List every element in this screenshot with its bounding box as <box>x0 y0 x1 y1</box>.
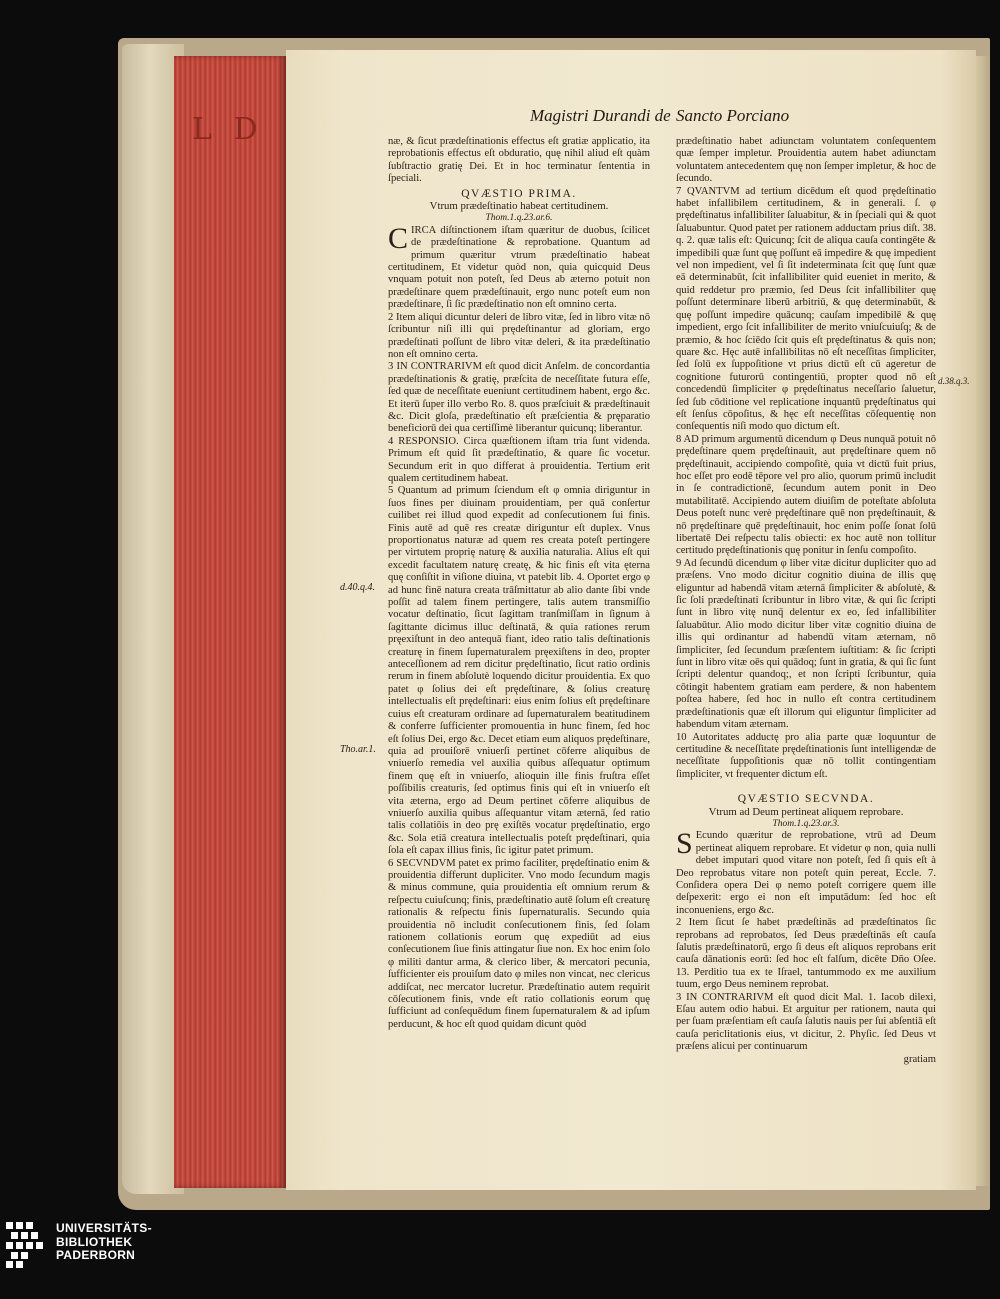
question-heading: QVÆSTIO PRIMA. <box>461 187 577 200</box>
margin-note-d40: d.40.q.4. <box>340 582 375 593</box>
running-head-left: Magistri Durandi de <box>530 106 671 125</box>
paragraph-12: 2 Item ſicut ſe habet prædeſtinās ad prædeſtinatos ſic reprobans ad reprobatos, ſed Deus prædeſtinās eſt cauſa ſalutis prædeſtinatorū, ergo ſi deus eſt aliquos reprobans erit cauſa dānationis eorū: ſed hoc eſt falſum, dicēte Dño Oſee. 13. Perditio tua ex te Iſrael, tantummodo ex me auxilium tuum, ergo Deus neminem reprobat. <box>676 917 936 991</box>
library-name-line: PADERBORN <box>56 1248 136 1262</box>
edge-lettering: L D <box>192 112 264 147</box>
drop-initial: C <box>388 221 409 255</box>
paragraph-8: 8 AD primum argumentū dicendum φ Deus nunquā potuit nō prędeſtinare quem prędeſtinauit, aut prędeſtinare quem nō prędeſtinauit, accipiendo compoſitè, quia vt dictū fuit prius, hoc eſſet pro eodē tēpore vel pro alio, quorum primū includit in ſe contradictionē, ſecundum autem ponit in Deo mutabilitatē. Accipiendo autem diuiſim de poteſtate abſoluta Deus poteſt nunc verè prędeſtinare quē non prędeſtinauit, & nō prędeſtinare quē prędeſtinauit, hoc enim poſſe ſonat ſolū libertatē Dei reſpectu talis obiecti: ex hoc autē non tollitur certitudo prędeſtinationis quę ponitur in ſenſu compoſito. <box>676 433 936 557</box>
catchword: gratiam <box>903 1053 936 1065</box>
paragraph-9: 9 Ad ſecundū dicendum φ liber vitæ dicitur dupliciter quo ad præſens. Vno modo dicitur cognitio diuina de illis quę eliguntur ad habendā vitam æternā ſimpliciter & abſolutè, & ſic ſoli prædeſtinati ſcribuntur in libro vitæ, & qui ſic ſcripti ſunt in libro vitę nunq̄ delentur ex eo, ſed infallibiliter ſaluabūtur. Alio modo dicitur liber vitæ cognitio diuina de illis qui ordinantur ad habendū vitam æternam, nō ſimpliciter, ſed ſecundum præſentem iuſtitiam: & ſic ſcripti ſunt in libro vitæ oēs qui quādoq; ſunt in gratia, & qui ſic ſunt ſcripti delentur quandoq;, et non ſcripti ſcribuntur, quia cōtingit habentem gratiam eam perdere, & non habentem poſtea habere, ſed hoc in nullo eſt contra certitudinem prædeſtinationis quæ eſt illorum qui eliguntur ſimpliciter ad habendum vitam æternam. <box>676 557 936 731</box>
question-title: Vtrum prædeſtinatio habeat certitudinem. <box>429 200 609 213</box>
paragraph-6: 6 SECVNDVM patet ex primo faciliter, prędeſtinatio enim & prouidentia differunt dupliciter. Vno modo ſecundum magis & minus commune, quia prouidentia eſt omnium rerum & reſpectu cuiuſcunq; finis, prædeſtinatio autē ſolum eſt creaturę rationalis & reſpectu finis ſupernaturalis. Secundo quia prouidentia nō includit conſecutionem finis, ſed ſolam rationem collationis eorum quę expediūt ad eius conſecutionem ſiue finis attingatur ſiue non. Ex hoc enim ſolo φ militi dantur arma, & clerico liber, & mercatori pecunia, ſufficienter eis prouiſum dato φ miles non vincat, nec clericus addiſcat, nec mercator lucretur. Prædeſtinatio autem requirit cōſecutionem finis, vnde eſt ratio collationis eorum quę ſufficiunt ad conſequēdum finem ſupernaturalem & ad ipſum perducunt, & hoc eſt quod quidam dicunt quòd <box>388 857 650 1030</box>
paragraph-10: 10 Autoritates adductę pro alia parte quæ loquuntur de certitudine & neceſſitate prędeſtinationis ſunt intelligendæ de neceſſitate ſuppoſitionis quæ nō tollit contingentiam ſimpliciter, vt frequenter dictum eſt. <box>676 731 936 780</box>
paragraph-1 <box>388 221 650 312</box>
question-reference: Thom.1.q.23.ar.6. <box>485 213 553 224</box>
library-name-line: BIBLIOTHEK <box>56 1234 133 1249</box>
paragraph-4: 4 RESPONSIO. Circa quæſtionem iſtam tria ſunt videnda. Primum eſt quid ſit prædeſtinatio, & quare ſic vocetur. Secundum erit in quo differat à prouidentia. Tertium erit qualem certitudinem habeat. <box>388 435 650 484</box>
drop-initial: S <box>676 827 693 861</box>
paragraph-1-text: IRCA diſtinctionem iſtam quæritur de duobus, ſcilicet de prædeſtinatione & reprobatione. Quantum ad primum quæritur vtrum prædeſtinatio habeat certitudinem, Et videtur quòd non, quia quicquid Deus vnquam potuit non poteſt, ſed Deus ab æterno potuit non prædeſtinare quem prædeſtinauit, ergo nunc poteſt eum non prædeſtinare, ſi ſic prædeſtinatio non eſt omnino certa. <box>388 224 650 311</box>
paragraph-top: prædeſtinatio habet adiunctam voluntatem conſequentem quæ ſemper impletur. Prouidentia autem habet adiunctam voluntatem antecedentem quę non ſemper impletur, & hoc de ſecundo. <box>676 136 936 185</box>
paragraph-11 <box>676 827 936 917</box>
red-page-edge <box>174 56 286 1188</box>
page-strip <box>976 56 990 1186</box>
section-gap <box>676 781 936 791</box>
question-title: Vtrum ad Deum pertineat aliquem reprobare. <box>708 805 904 818</box>
paragraph-3: 3 IN CONTRARIVM eſt quod dicit Anſelm. de concordantia prædeſtinationis & gratię, præſcita de neceſſitate futura eſſe, ſed quæ de neceſſitate eueniunt certitudinem habent, ergo &c. Et iterū ſuper illo verbo Ro. 8. quos præſciuit & prædeſtinauit &c. Dicit gloſa, prædeſtinatio eſt præſcientia & pręparatio beneficiorū dei qua certiſſimè liberantur quicunq; liberantur. <box>388 361 650 435</box>
paragraph-7: 7 QVANTVM ad tertium dicēdum eſt quod prędeſtinatio habet infallibilem certitudinem, & in generali. ſ. φ prędeſtinatus infallibiliter ſaluabitur, & in ſpeciali qui & quot ſaluabuntur. Quod patet per rationem adductam prius diſt. 38. q. 2. quæ talis eſt: Quicunq; ſcit de aliqua cauſa contingēte & impedibili quæ ſunt quę poſſunt eā impedire & quę impedient vel non impedient, vel ſi ſit indeterminata ſcit quę ſunt quæ eā determinabūt, ſcit infallibiliter quid eueniet in merito, & quid reddetur pro præmio, ſed Deus ſcit infallibiliter quę poſſunt determinare liberū arbitriū, & quę determinabūt, & quę poſſunt impedire quācunq; cauſam impedibilē & quę impedient, ergo ſcit infallibiliter de merito vniuſcuiuſq; & de præmio, & hoc ſciēdo ſcit quis eſt prędeſtinatus & quis non; quare &c. Hęc autē infallibilitas nō eſt neceſſitas ſimpliciter, ſed ſolū ex ſuppoſitione vt prius dictū eſt cū ageretur de cognitione futurorū contingentiū, propter quod nō eſt concedendū ſimpliciter φ prędeſtinatus neceſſario ſaluetur, ſed ſub cōditione vel replicatione inquantū prędeſtinatus qui eſt ſenſus cōpoſitus, & hęc eſt neceſſitas cōſequentię non conſequentis niſi modo quo dictum eſt. <box>676 185 936 433</box>
paragraph-11-text: Ecundo quæritur de reprobatione, vtrū ad Deum pertineat aliquem reprobare. Et videtur φ non, quia nulli debet imputari quod vitare non poteſt, ſed ſi quis eſt à Deo reprobatus vitare non poteſt quin pereat, Eccle. 7. Conſidera opera Dei φ nemo poteſt corrigere quem ille deſpexerit: ergo ei non eſt imputādum: ſed hoc eſt inconueniens, ergo &c. <box>676 830 936 916</box>
library-name <box>56 1222 152 1263</box>
paragraph-5: 5 Quantum ad primum ſciendum eſt φ omnia diriguntur in ſuos fines per diuinam prouidentiam, per quā conſertur cuilibet rei illud quod expedit ad conſecutionem ſui finis. Finis autē ad quē res creatæ diriguntur eſt duplex. Vnus proportionatus naturæ ad quem res creata poteſt pertingere per virtutem proprię naturę & auxilia naturalia. Alius eſt qui excedit facultatem naturę creatę, & hic finis eſt vita ęterna quę conſiſtit in viſione diuina, vt patebit lib. 4. Oportet ergo φ ad hunc finē natura creata trāſmittatur ab alio dante ſibi vnde poſſit ad talem finem pertingere, talis autem transmiſſio vocatur deſtinatio, ſicut ſagittam tranſmiſſam in ſignum à ſagittante dicimus illuc deſtinatā, & quia rationes rerum pręexiſtunt in deo antequā fiant, ideo ratio talis deſtinationis creaturę in finem ſupernaturalem pręexiſtens in deo, propter anteceſſionem ad rem dicitur prędeſtinatio, ſicut ratio ordinis rerum in finem abſolutè loquendo dicitur prouidentia. Ex quo patet φ ſolius dei eſt prędeſtinare, & ſolius creaturę intellectualis eſt prędeſtinari: eius enim ſolius eſt prędeſtinare cuius eſt creaturam ordinare ad ſupernaturalem beatitudinem & conferre ſufficienter promouentia in hunc finem, ſed hoc eſt ſolius Dei, ergo &c. Decet etiam eum aliquos prędeſtinare, quia ad prouiſorē vniuerſi pertinet cōferre aliquibus de vniuerſo remedia vel auxilia quibus aſſequatur optimum finem quę eſt in vniuerſo, alioquin ille finis fruſtra eſſet poſſibilis creaturis, ſed optimus finis qui eſt in vniuerſo eſt vita æterna, ergo ad Deum pertinet cōferre aliquibus de vniuerſo auxilia quibus aſſequantur vitam æternā, ſed ratio talis collatiōis in deo prę exiſtēs vocatur prędeſtinatio, ergo &c. Sola etiā creatura intellectualis poteſt prędeſtinari, quia ſola eſt capax illius finis, ſic igitur patet primum. <box>388 485 650 857</box>
right-column <box>676 136 936 1066</box>
left-column <box>388 136 650 1031</box>
library-logo <box>6 1222 152 1268</box>
margin-note-d38: d.38.q.3. <box>938 376 970 386</box>
intro-paragraph: næ, & ſicut prædeſtinationis effectus eſt gratiæ applicatio, ita reprobationis effectus eſt obduratio, quę nihil aliud eſt quàm ſubſtractio gratię Dei. Et in hoc terminatur ſententia in ſpeciali. <box>388 136 650 185</box>
question-heading: QVÆSTIO SECVNDA. <box>737 793 875 806</box>
paragraph-13: 3 IN CONTRARIVM eſt quod dicit Mal. 1. Iacob dilexi, Eſau autem odio habui. Et arguitur per rationem, nauta qui per ſuam præſentiam eſt cauſa ſalutis nauis per ſui abſentiā eſt cauſa periclitationis eius, vt dicitur, 2. Phyſic. ſed Deus vt præſens alicui per continuarum <box>676 991 936 1053</box>
question-reference: Thom.1.q.23.ar.3. <box>772 818 840 829</box>
running-head-right: Sancto Porciano <box>676 106 790 125</box>
paragraph-2: 2 Item aliqui dicuntur deleri de libro vitæ, ſed in libro vitæ nō ſcribuntur niſi illi qui prędeſtinantur ad gloriam, ergo prædeſtinati poſſunt de libro vitæ deleri, & ita prædeſtinatio non eſt omnino certa. <box>388 311 650 360</box>
margin-note-thomas: Tho.ar.1. <box>340 744 376 755</box>
library-name-line: UNIVERSITÄTS- <box>56 1221 152 1235</box>
library-emblem-icon <box>6 1222 48 1268</box>
